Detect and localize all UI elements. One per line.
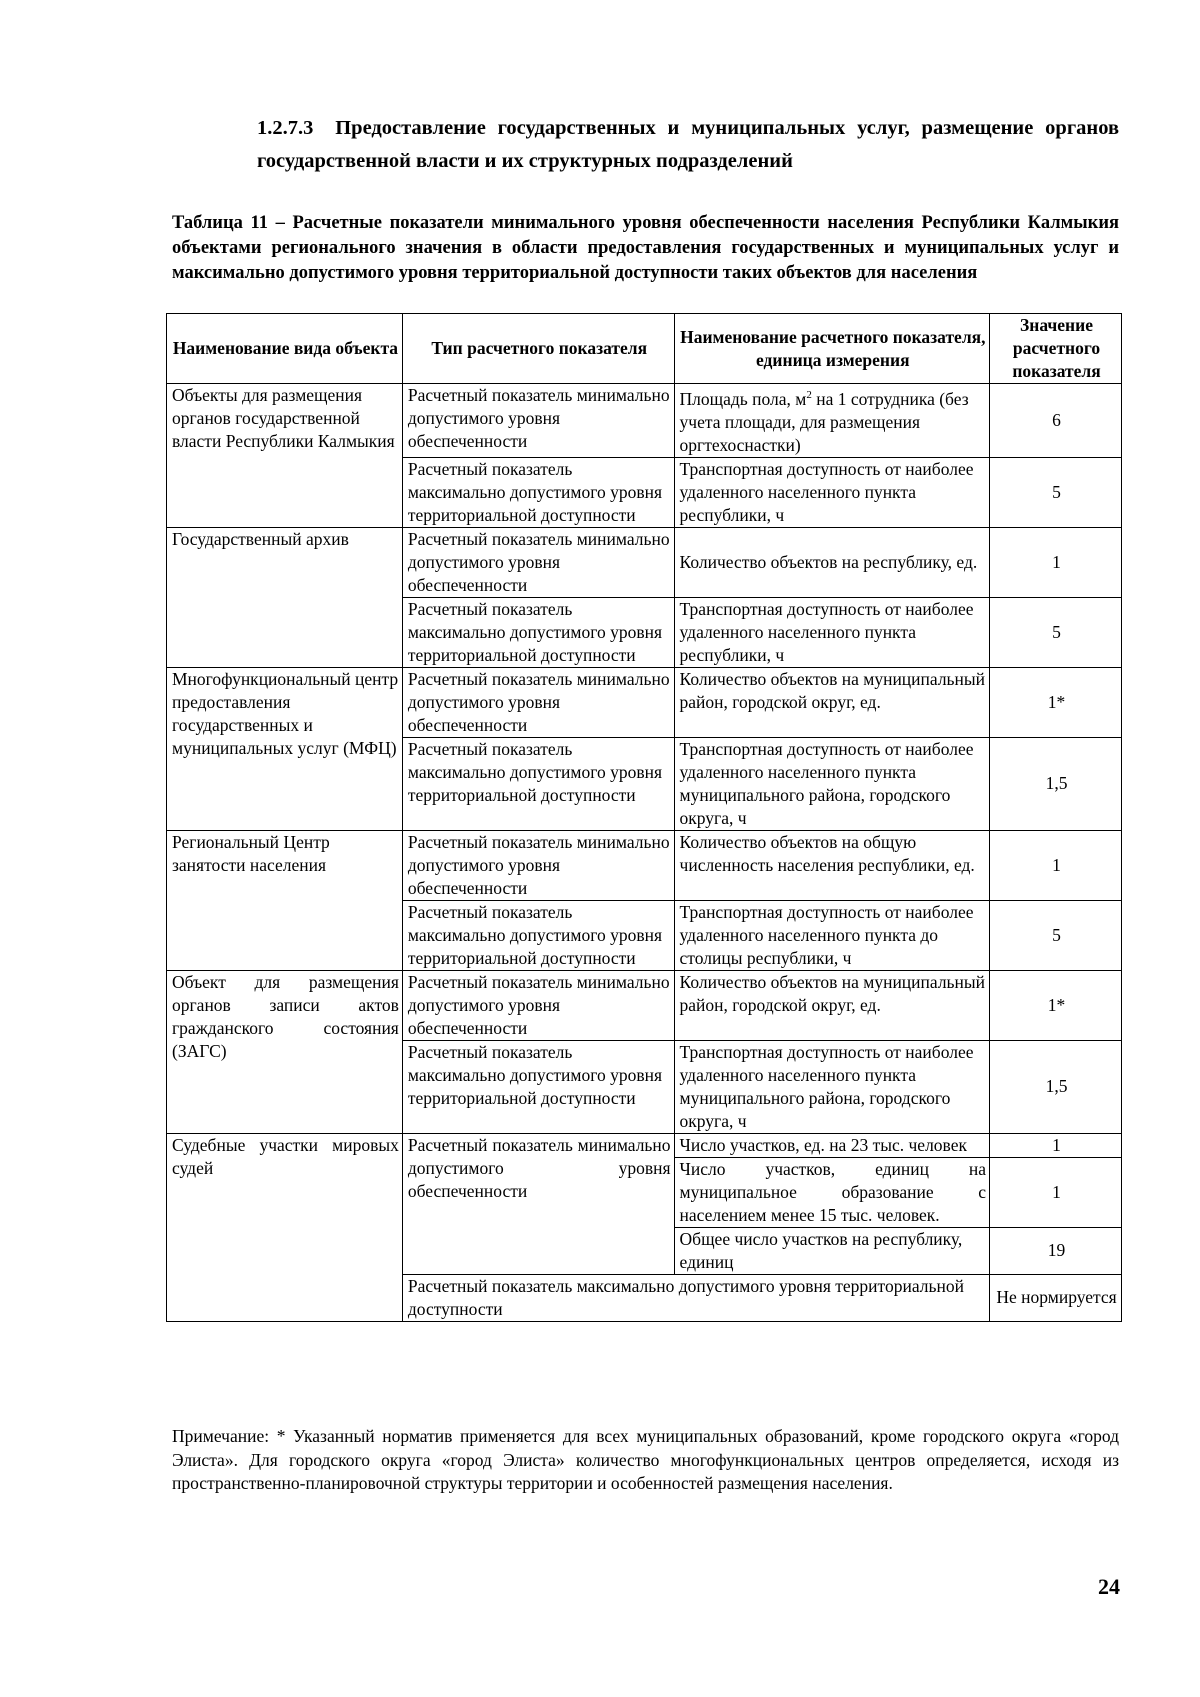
indicator-type: Расчетный показатель минимально допустимого уровня обеспеченности (402, 527, 674, 597)
section-title: Предоставление государственных и муниципальных услуг, размещение органов государственной власти и их структурных подразделений (257, 117, 1120, 172)
header-indicator-name: Наименование расчетного показателя, единица измерения (674, 314, 990, 384)
indicator-type: Расчетный показатель минимально допустимого уровня обеспеченности (402, 384, 674, 458)
indicator-name: Количество объектов на общую численность населения республики, ед. (674, 830, 990, 900)
table-caption: Таблица 11 – Расчетные показатели минимального уровня обеспеченности населения Республики Калмыкия объектами регионального значения в области предоставления государственных и муниципальных услуг и максимально допустимого уровня территориальной доступности таких объектов для населения (172, 213, 1119, 283)
indicator-value: 1* (990, 667, 1122, 737)
header-indicator-value: Значение расчетного показателя (990, 314, 1122, 384)
indicator-value: 1* (990, 970, 1122, 1040)
object-name: Региональный Центр занятости населения (167, 830, 403, 970)
table-row (167, 667, 1122, 737)
table-row (167, 1133, 1122, 1157)
indicator-value: 1,5 (990, 737, 1122, 830)
indicator-name: Транспортная доступность от наиболее удаленного населенного пункта до столицы республики, ч (674, 900, 990, 970)
table-row (167, 527, 1122, 597)
indicator-type-merged: Расчетный показатель максимально допустимого уровня территориальной доступности (402, 1274, 989, 1321)
indicator-value: 19 (990, 1227, 1122, 1274)
indicator-type: Расчетный показатель минимально допустимого уровня обеспеченности (402, 830, 674, 900)
table-row (167, 830, 1122, 900)
indicator-type: Расчетный показатель максимально допустимого уровня территориальной доступности (402, 900, 674, 970)
indicator-name: Количество объектов на республику, ед. (674, 527, 990, 597)
indicator-value: 1 (990, 830, 1122, 900)
indicator-value: 1,5 (990, 1040, 1122, 1133)
indicator-type: Расчетный показатель максимально допустимого уровня территориальной доступности (402, 737, 674, 830)
indicator-name: Транспортная доступность от наиболее удаленного населенного пункта республики, ч (674, 597, 990, 667)
header-object-name: Наименование вида объекта (167, 314, 403, 384)
table-note: Примечание: * Указанный норматив применяется для всех муниципальных образований, кроме городского округа «город Элиста». Для городского округа «город Элиста» количество многофункциональных центров определяется, исходя из пространственно-планировочной структуры территории и особенностей размещения населения. (172, 1426, 1119, 1493)
indicator-name: Число участков, ед. на 23 тыс. человек (674, 1133, 990, 1157)
indicators-table (166, 313, 1122, 1322)
indicator-name: Площадь пола, $м^2$ на 1 сотрудника (без учета площади, для размещения оргтехоснастки) (674, 384, 990, 458)
indicator-value: 1 (990, 1133, 1122, 1157)
indicator-name: Транспортная доступность от наиболее удаленного населенного пункта муниципального района, городского округа, ч (674, 1040, 990, 1133)
indicator-value: 5 (990, 457, 1122, 527)
table-header-row (167, 314, 1122, 384)
section-heading (257, 112, 1119, 178)
section-number: 1.2.7.3 (257, 117, 314, 139)
indicator-value: 5 (990, 900, 1122, 970)
object-name: Государственный архив (167, 527, 403, 667)
indicator-name: Общее число участков на республику, единиц (674, 1227, 990, 1274)
table-row (167, 384, 1122, 458)
object-name: Судебные участки мировых судей (167, 1133, 403, 1321)
indicator-name: Транспортная доступность от наиболее удаленного населенного пункта муниципального района, городского округа, ч (674, 737, 990, 830)
indicator-type: Расчетный показатель минимально допустимого уровня обеспеченности (402, 1133, 674, 1274)
object-name: Многофункциональный центр предоставления государственных и муниципальных услуг (МФЦ) (167, 667, 403, 830)
page-number: 24 (1098, 1574, 1120, 1599)
indicator-name: Количество объектов на муниципальный район, городской округ, ед. (674, 970, 990, 1040)
indicator-type: Расчетный показатель минимально допустимого уровня обеспеченности (402, 970, 674, 1040)
indicator-name: Число участков, единиц на муниципальное образование с населением менее 15 тыс. человек. (674, 1157, 990, 1227)
indicator-type: Расчетный показатель максимально допустимого уровня территориальной доступности (402, 1040, 674, 1133)
indicator-value: 1 (990, 1157, 1122, 1227)
header-indicator-type: Тип расчетного показателя (402, 314, 674, 384)
indicator-value: 6 (990, 384, 1122, 458)
object-name: Объекты для размещения органов государственной власти Республики Калмыкия (167, 384, 403, 528)
indicator-name: Количество объектов на муниципальный район, городской округ, ед. (674, 667, 990, 737)
indicator-value: 5 (990, 597, 1122, 667)
indicator-type: Расчетный показатель максимально допустимого уровня территориальной доступности (402, 457, 674, 527)
object-name: Объект для размещения органов записи актов гражданского состояния (ЗАГС) (167, 970, 403, 1133)
indicator-type: Расчетный показатель минимально допустимого уровня обеспеченности (402, 667, 674, 737)
indicator-name: Транспортная доступность от наиболее удаленного населенного пункта республики, ч (674, 457, 990, 527)
indicator-value: 1 (990, 527, 1122, 597)
table-row (167, 970, 1122, 1040)
indicator-type: Расчетный показатель максимально допустимого уровня территориальной доступности (402, 597, 674, 667)
indicator-value: Не нормируется (990, 1274, 1122, 1321)
